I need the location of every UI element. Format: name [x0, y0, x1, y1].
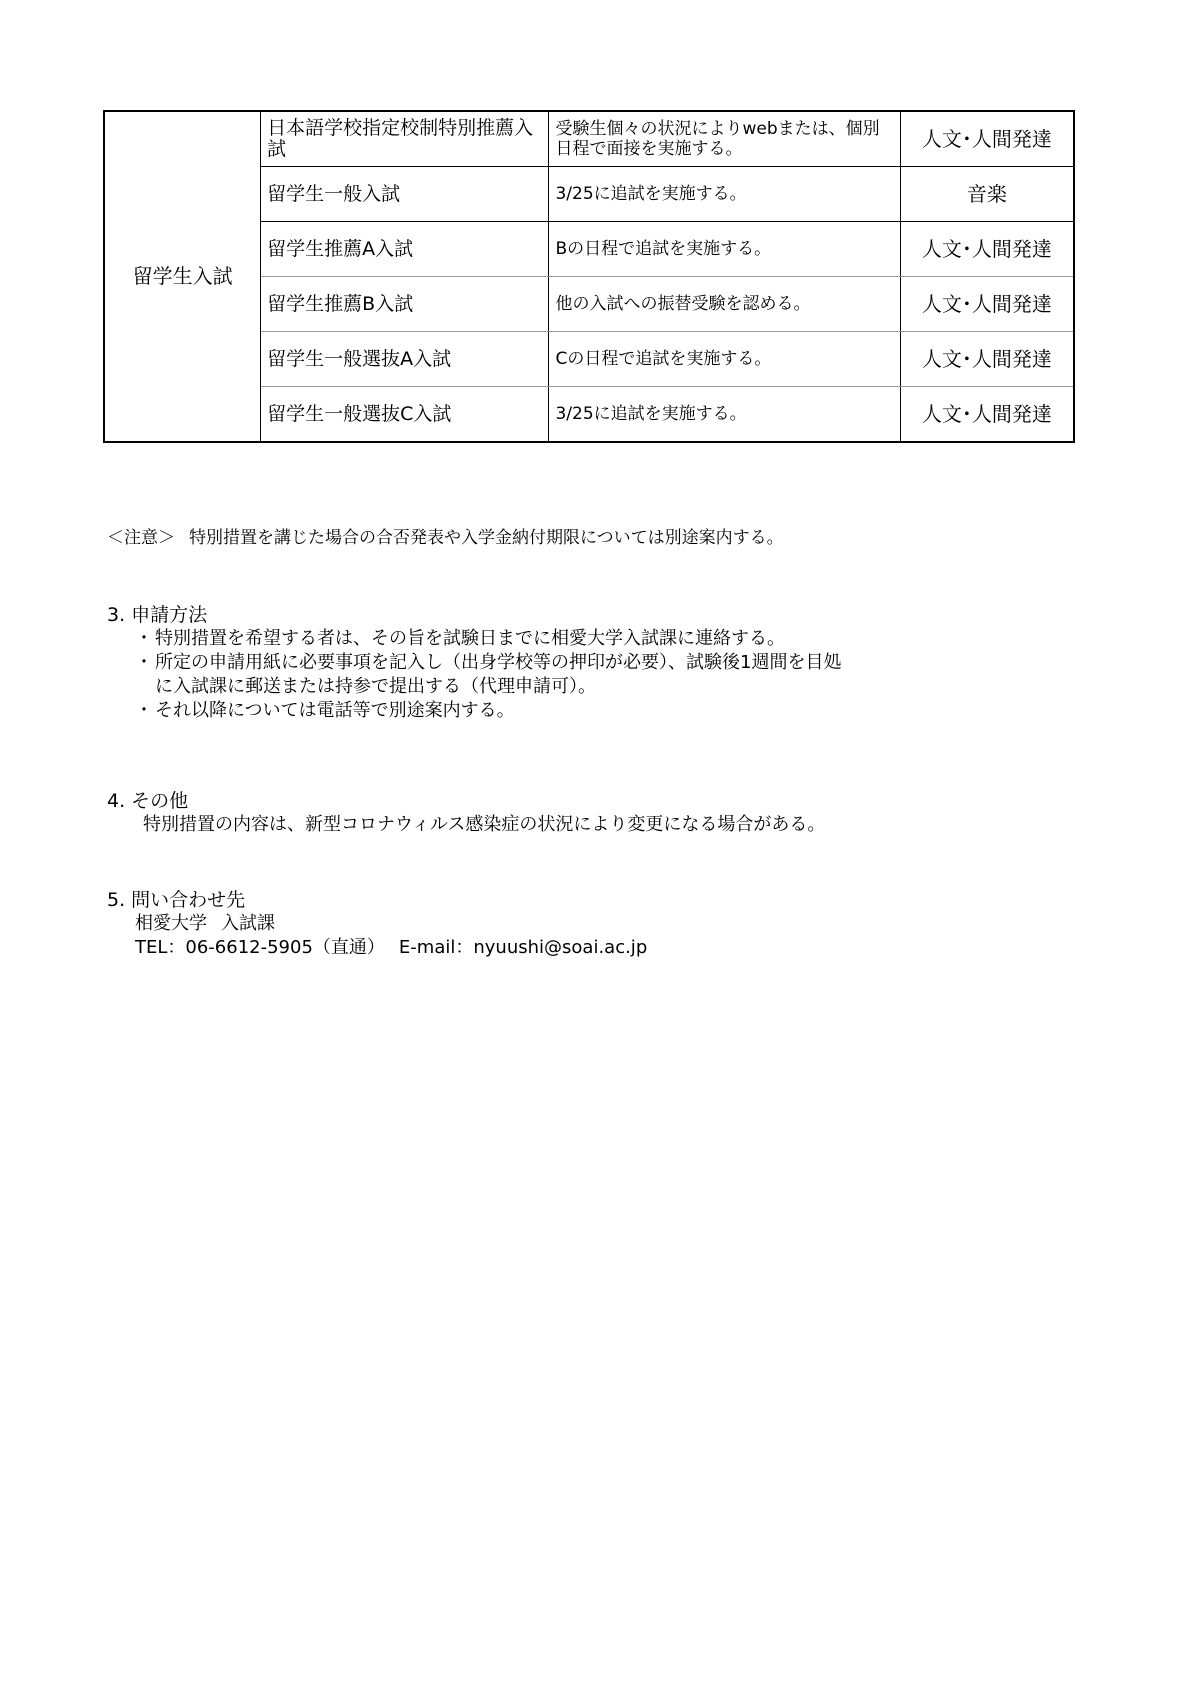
exam-name-cell: 留学生一般選抜A入試 [261, 332, 549, 387]
caution-text: 特別措置を講じた場合の合否発表や入学金納付期限については別途案内する。 [189, 528, 784, 548]
section-application-method [107, 603, 841, 723]
faculty-cell: 音楽 [900, 167, 1074, 222]
special-measures-table [103, 110, 1075, 443]
section-heading: 4. その他 [107, 790, 189, 812]
faculty-cell: 人文･人間発達 [900, 387, 1074, 443]
section-heading: 3. 申請方法 [107, 604, 208, 626]
caution-label: ＜注意＞ [107, 528, 175, 548]
exam-name-cell: 日本語学校指定校制特別推薦入試 [261, 111, 549, 167]
measure-cell: 3/25に追試を実施する。 [549, 167, 900, 222]
exam-name-cell: 留学生一般選抜C入試 [261, 387, 549, 443]
faculty-cell: 人文･人間発達 [900, 277, 1074, 332]
measure-cell: Bの日程で追試を実施する。 [549, 222, 900, 277]
measure-cell: 他の入試への振替受験を認める。 [549, 277, 900, 332]
contact-details [107, 936, 647, 960]
organization-name: 相愛大学 [135, 913, 207, 934]
section-heading: 5. 問い合わせ先 [107, 889, 246, 911]
list-item: ・ 所定の申請用紙に必要事項を記入し（出身学校等の押印が必要）、試験後1週間を目処 [135, 652, 842, 673]
measure-cell: 受験生個々の状況によりwebまたは、個別日程で面接を実施する。 [549, 111, 900, 167]
table-row [104, 111, 1074, 167]
bullet-mark: ・ [135, 700, 153, 721]
list-item: ・ 特別措置を希望する者は、その旨を試験日までに相愛大学入試課に連絡する。 [135, 628, 785, 649]
list-item: ・ それ以降については電話等で別途案内する。 [135, 700, 515, 721]
department-name: 入試課 [221, 913, 275, 934]
email-address[interactable]: E-mail：nyuushi@soai.ac.jp [398, 937, 648, 958]
category-cell: 留学生入試 [104, 111, 261, 442]
bullet-mark: ・ [135, 628, 153, 649]
bullet-mark: ・ [135, 652, 153, 673]
exam-name-cell: 留学生推薦A入試 [261, 222, 549, 277]
list-item-continuation: に入試課に郵送または持参で提出する（代理申請可）。 [155, 676, 596, 697]
section-text: 特別措置の内容は、新型コロナウィルス感染症の状況により変更になる場合がある。 [143, 814, 826, 835]
section-other [107, 789, 825, 837]
section-contact [107, 888, 647, 960]
contact-organization [107, 912, 647, 936]
faculty-cell: 人文･人間発達 [900, 332, 1074, 387]
phone-number: TEL：06-6612-5905（直通） [135, 937, 385, 958]
caution-note [107, 527, 784, 550]
measure-cell: Cの日程で追試を実施する。 [549, 332, 900, 387]
faculty-cell: 人文･人間発達 [900, 222, 1074, 277]
measure-cell: 3/25に追試を実施する。 [549, 387, 900, 443]
exam-name-cell: 留学生推薦B入試 [261, 277, 549, 332]
faculty-cell: 人文･人間発達 [900, 111, 1074, 167]
exam-name-cell: 留学生一般入試 [261, 167, 549, 222]
